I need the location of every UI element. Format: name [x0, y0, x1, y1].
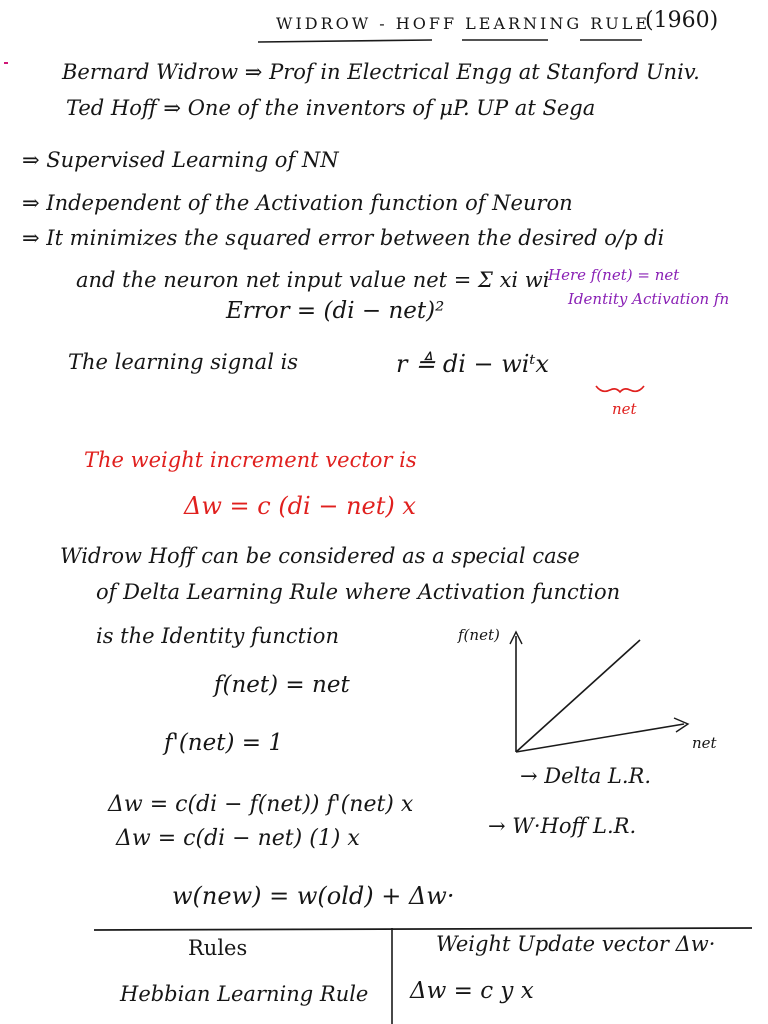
bullet-supervised: ⇒ Supervised Learning of NN — [22, 148, 339, 172]
title-year: (1960) — [645, 8, 719, 33]
bullet-minimizes: ⇒ It minimizes the squared error between the desired o/p di — [22, 226, 665, 250]
note-fnet: Here f(net) = net — [548, 266, 680, 284]
intro-line-hoff: Ted Hoff ⇒ One of the inventors of μP. UP at Sega — [66, 96, 596, 120]
page-title: WIDROW - HOFF LEARNING RULE — [276, 14, 651, 33]
identity-fprime-equation: f'(net) = 1 — [164, 730, 283, 756]
derivation-widrow-equation: Δw = c(di − net) (1) x — [116, 826, 360, 851]
table-header-weight-update: Weight Update vector Δw· — [436, 932, 716, 956]
title-underline-left — [258, 40, 432, 42]
table-top-rule — [94, 928, 752, 930]
derivation-delta-rule: → Delta L.R. — [520, 764, 651, 788]
identity-f-equation: f(net) = net — [214, 672, 350, 698]
learning-signal-label: The learning signal is — [68, 350, 299, 374]
intro-line-widrow: Bernard Widrow ⇒ Prof in Electrical Engg at Stanford Univ. — [62, 60, 700, 84]
brace-net — [596, 386, 644, 392]
weight-increment-equation: Δw = c (di − net) x — [184, 492, 416, 520]
bullet-independent: ⇒ Independent of the Activation function of Neuron — [22, 191, 573, 215]
graph-x-label: net — [692, 734, 717, 752]
bullet-minimizes-cont: and the neuron net input value net = Σ xi wi — [76, 268, 550, 292]
table-cell-rule: Hebbian Learning Rule — [120, 982, 369, 1006]
graph-y-label: f(net) — [458, 626, 500, 644]
note-identity: Identity Activation fn — [568, 290, 730, 308]
derivation-delta-equation: Δw = c(di − f(net)) f'(net) x — [108, 792, 414, 817]
derivation-widrow-rule: → W·Hoff L.R. — [488, 814, 637, 838]
weight-increment-label: The weight increment vector is — [84, 448, 417, 472]
brace-label-net: net — [612, 400, 637, 418]
special-case-line3: is the Identity function — [96, 624, 339, 648]
table-header-rules: Rules — [188, 936, 248, 960]
special-case-line1: Widrow Hoff can be considered as a special case — [60, 544, 580, 568]
learning-signal-equation: r ≜ di − wiᵗx — [396, 350, 549, 378]
special-case-line2: of Delta Learning Rule where Activation function — [96, 580, 621, 604]
weight-update-equation: w(new) = w(old) + Δw· — [172, 882, 455, 910]
table-cell-vector: Δw = c y x — [410, 978, 534, 1004]
error-equation: Error = (di − net)² — [226, 298, 445, 324]
